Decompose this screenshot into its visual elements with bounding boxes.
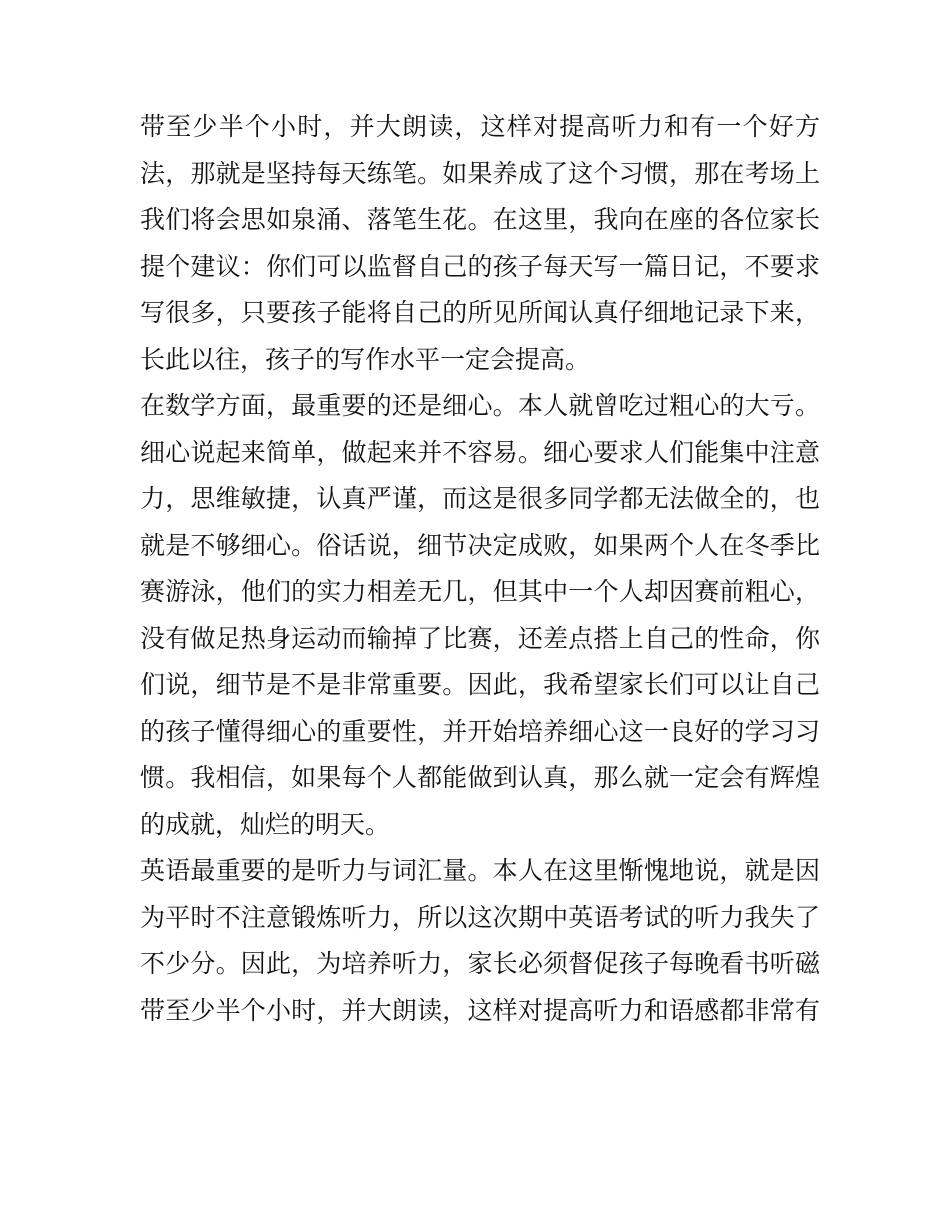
text-line: 法，那就是坚持每天练笔。如果养成了这个习惯，那在考场上 xyxy=(140,158,820,188)
text-line: 的成就，灿烂的明天。 xyxy=(140,809,391,839)
text-line: 就是不够细心。俗话说，细节决定成败，如果两个人在冬季比 xyxy=(140,530,820,560)
text-line: 细心说起来简单，做起来并不容易。细心要求人们能集中注意 xyxy=(140,437,820,467)
text-line: 为平时不注意锻炼听力，所以这次期中英语考试的听力我失了 xyxy=(140,902,820,932)
text-line: 带至少半个小时，并大朗读，这样对提高听力和有一个好方 xyxy=(140,112,820,141)
text-line: 的孩子懂得细心的重要性，并开始培养细心这一良好的学习习 xyxy=(140,716,820,746)
text-line: 在数学方面，最重要的还是细心。本人就曾吃过粗心的大亏。 xyxy=(140,391,820,420)
text-line: 提个建议：你们可以监督自己的孩子每天写一篇日记，不要求 xyxy=(140,251,820,281)
document-body xyxy=(140,104,820,1034)
text-line: 长此以往，孩子的写作水平一定会提高。 xyxy=(140,344,591,374)
text-line: 没有做足热身运动而输掉了比赛，还差点搭上自己的性命，你 xyxy=(140,623,820,653)
text-line: 带至少半个小时，并大朗读，这样对提高听力和语感都非常有 xyxy=(140,995,820,1025)
text-line: 英语最重要的是听力与词汇量。本人在这里惭愧地说，就是因 xyxy=(140,856,820,885)
text-line: 写很多，只要孩子能将自己的所见所闻认真仔细地记录下来， xyxy=(140,298,820,327)
text-line: 赛游泳，他们的实力相差无几，但其中一个人却因赛前粗心， xyxy=(140,577,820,606)
text-line: 们说，细节是不是非常重要。因此，我希望家长们可以让自己 xyxy=(140,670,820,699)
text-line: 我们将会思如泉涌、落笔生花。在这里，我向在座的各位家长 xyxy=(140,205,820,234)
text-line: 力，思维敏捷，认真严谨，而这是很多同学都无法做全的，也 xyxy=(140,484,820,513)
text-line: 不少分。因此，为培养听力，家长必须督促孩子每晚看书听磁 xyxy=(140,949,820,978)
text-line: 惯。我相信，如果每个人都能做到认真，那么就一定会有辉煌 xyxy=(140,763,820,792)
